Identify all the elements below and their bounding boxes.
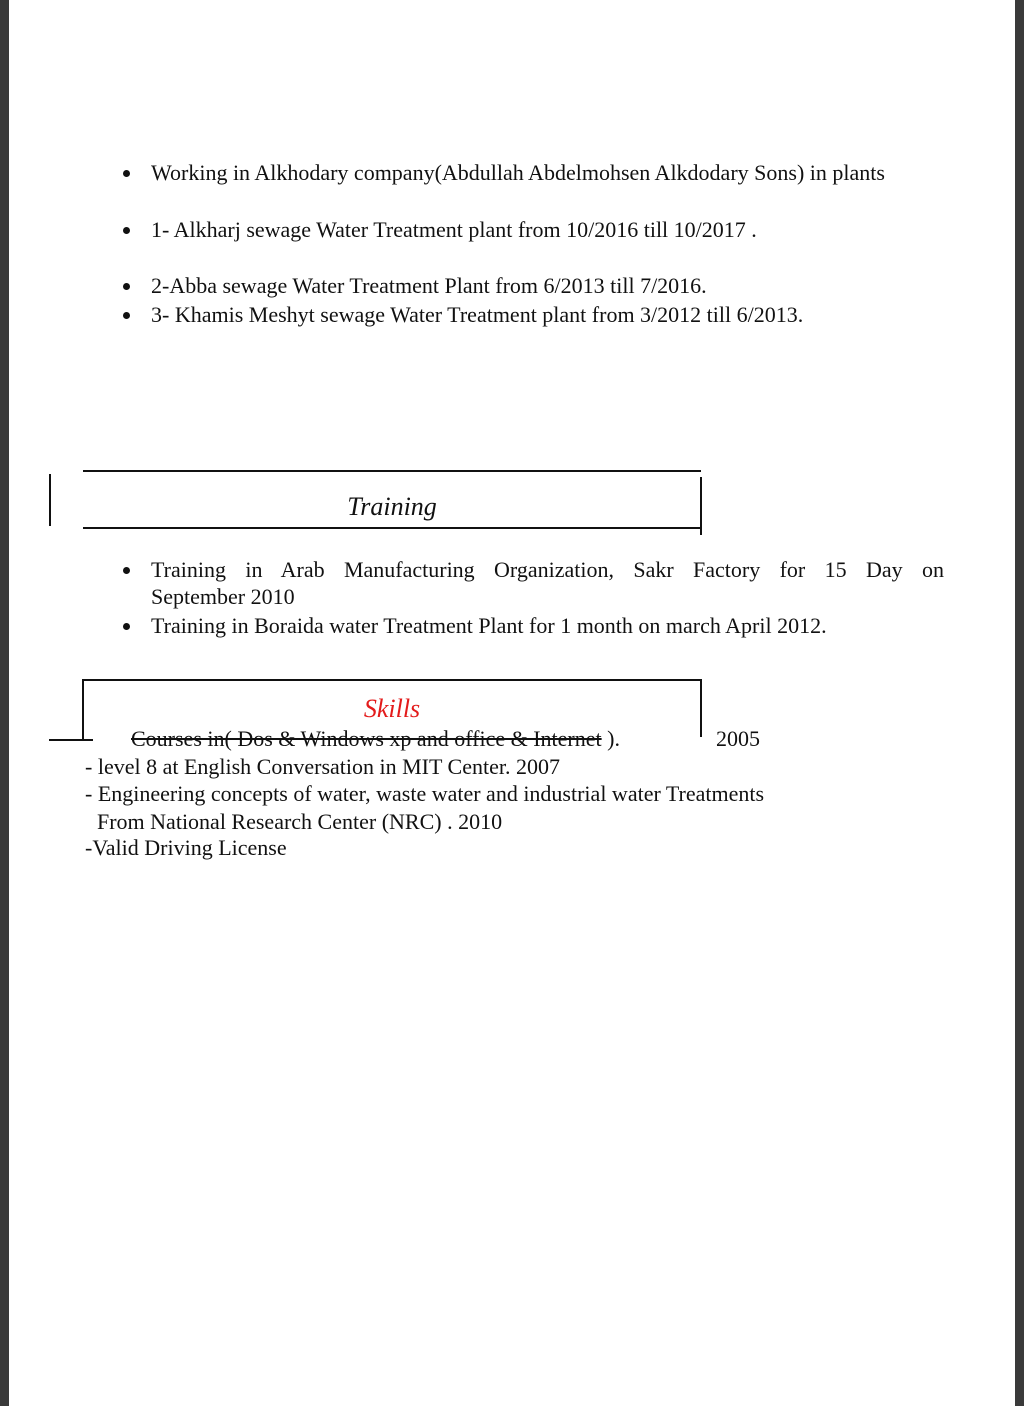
skills-courses-line [131,726,620,752]
courses-end: ). [607,726,620,751]
skill-engineering-source: From National Research Center (NRC) . 2010 [97,809,503,834]
skill-license: -Valid Driving License [85,835,287,860]
skills-heading: Skills [363,694,421,723]
bullet-icon [123,227,130,234]
training-heading: Training [347,492,437,521]
training-item: Training in Boraida water Treatment Plant for 1 month on march April 2012. [151,613,827,638]
bullet-icon [123,623,130,630]
experience-item: 1- Alkharj sewage Water Treatment plant from 10/2016 till 10/2017 . [151,217,757,242]
section-rule-bottom [49,739,93,741]
experience-item: Working in Alkhodary company(Abdullah Abdelmohsen Alkdodary Sons) in plants [151,160,885,185]
courses-struck-text: Courses in( Dos & Windows xp and office & Internet [131,726,602,751]
bullet-icon [123,283,130,290]
skill-engineering: - Engineering concepts of water, waste water and industrial water Treatments [85,781,765,806]
bullet-icon [123,312,130,319]
skill-english: - level 8 at English Conversation in MIT Center. 2007 [85,754,560,779]
experience-item: 2-Abba sewage Water Treatment Plant from 6/2013 till 7/2016. [151,273,707,298]
bullet-icon [123,170,130,177]
section-rule-left [49,474,51,526]
training-item-line: September 2010 [151,584,295,609]
experience-item: 3- Khamis Meshyt sewage Water Treatment plant from 3/2012 till 6/2013. [151,302,804,327]
training-item-line: Training in Arab Manufacturing Organization, Sakr Factory for 15 Day on [151,557,944,582]
section-rule-top [83,679,701,681]
document-page [9,0,1015,1406]
section-rule-bottom [83,527,701,529]
bullet-icon [123,567,130,574]
list-item [123,557,953,611]
section-rule-top [83,470,701,472]
courses-year: 2005 [716,726,760,751]
